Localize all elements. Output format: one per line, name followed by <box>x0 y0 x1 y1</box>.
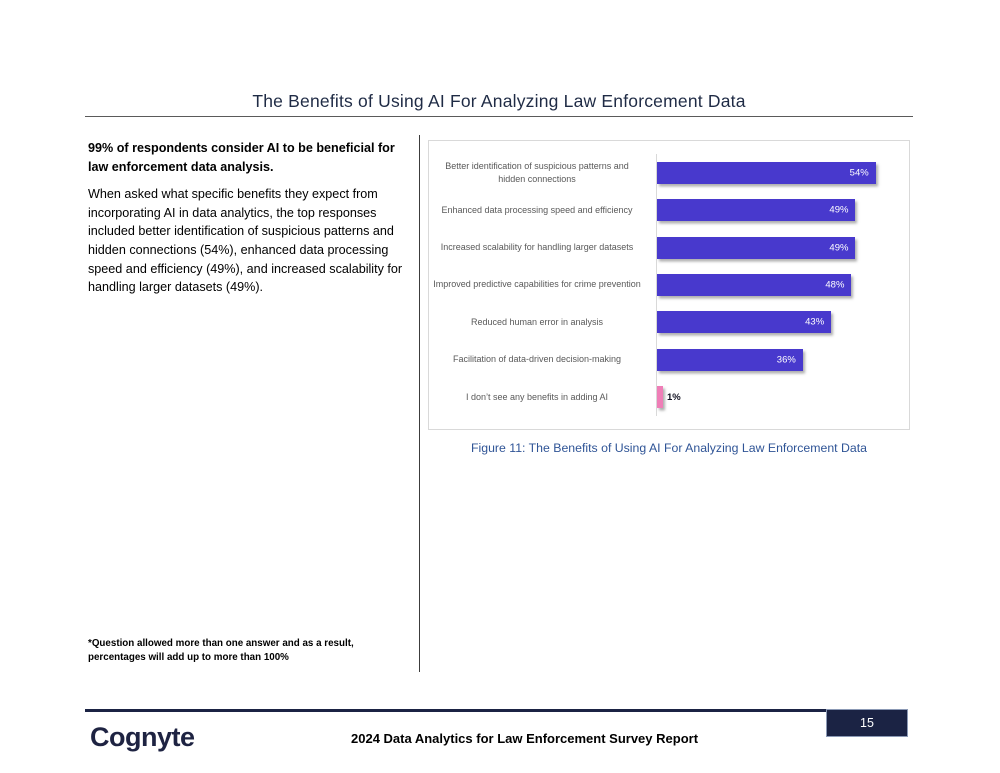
bar-track <box>656 191 900 228</box>
chart-row <box>432 341 900 378</box>
page-title: The Benefits of Using AI For Analyzing Law Enforcement Data <box>252 91 746 111</box>
bar-track <box>656 304 900 341</box>
left-text-column <box>88 139 414 297</box>
bar <box>657 237 855 259</box>
title-divider <box>85 116 913 117</box>
value-label: 43% <box>805 316 825 328</box>
bar <box>657 349 803 371</box>
figure-caption: Figure 11: The Benefits of Using AI For Analyzing Law Enforcement Data <box>471 441 867 455</box>
lead-paragraph: 99% of respondents consider AI to be beneficial for law enforcement data analysis. <box>88 141 395 174</box>
bar-chart-rows <box>432 154 900 416</box>
category-label: Increased scalability for handling larger datasets <box>440 242 634 253</box>
category-label: Facilitation of data-driven decision-making <box>452 354 622 365</box>
chart-row <box>432 304 900 341</box>
body-paragraph: When asked what specific benefits they expect from incorporating AI in data analytics, the top responses included better identification of suspicious patterns and hidden connections (54%), enhanced data processing speed and efficiency (49%), and increased scalability for handling larger datasets (49%). <box>88 187 403 295</box>
footnote: *Question allowed more than one answer and as a result, percentages will add up to more than 100% <box>88 638 354 663</box>
page-number: 15 <box>860 716 874 730</box>
category-label: Enhanced data processing speed and efficiency <box>441 204 633 215</box>
category-label: Reduced human error in analysis <box>470 316 604 327</box>
category-label: I don’t see any benefits in adding AI <box>465 391 609 402</box>
footer-report-title: 2024 Data Analytics for Law Enforcement Survey Report <box>351 731 699 746</box>
bar-track <box>656 229 900 266</box>
bar <box>657 386 663 408</box>
category-label: Better identification of suspicious patterns and hidden connections <box>445 160 629 184</box>
vertical-divider <box>419 135 420 672</box>
bar-chart <box>428 140 910 430</box>
chart-row <box>432 191 900 228</box>
bar <box>657 162 876 184</box>
chart-row <box>432 229 900 266</box>
bar <box>657 199 855 221</box>
chart-row <box>432 154 900 191</box>
value-label: 49% <box>829 242 849 254</box>
bar-track <box>656 341 900 378</box>
page-number-badge <box>826 709 908 737</box>
value-label: 36% <box>776 354 796 366</box>
value-label: 49% <box>829 204 849 216</box>
bar <box>657 274 851 296</box>
chart-row <box>432 266 900 303</box>
value-label: 48% <box>825 279 845 291</box>
category-label: Improved predictive capabilities for crime prevention <box>433 279 641 290</box>
bar-track <box>656 266 900 303</box>
cognyte-logo: Cognyte <box>90 722 195 752</box>
bar <box>657 311 831 333</box>
footer-divider <box>85 709 826 712</box>
bar-track <box>656 154 900 191</box>
value-label: 54% <box>849 167 869 179</box>
chart-row <box>432 379 900 416</box>
bar-track <box>656 379 900 416</box>
value-label: 1% <box>667 391 681 403</box>
